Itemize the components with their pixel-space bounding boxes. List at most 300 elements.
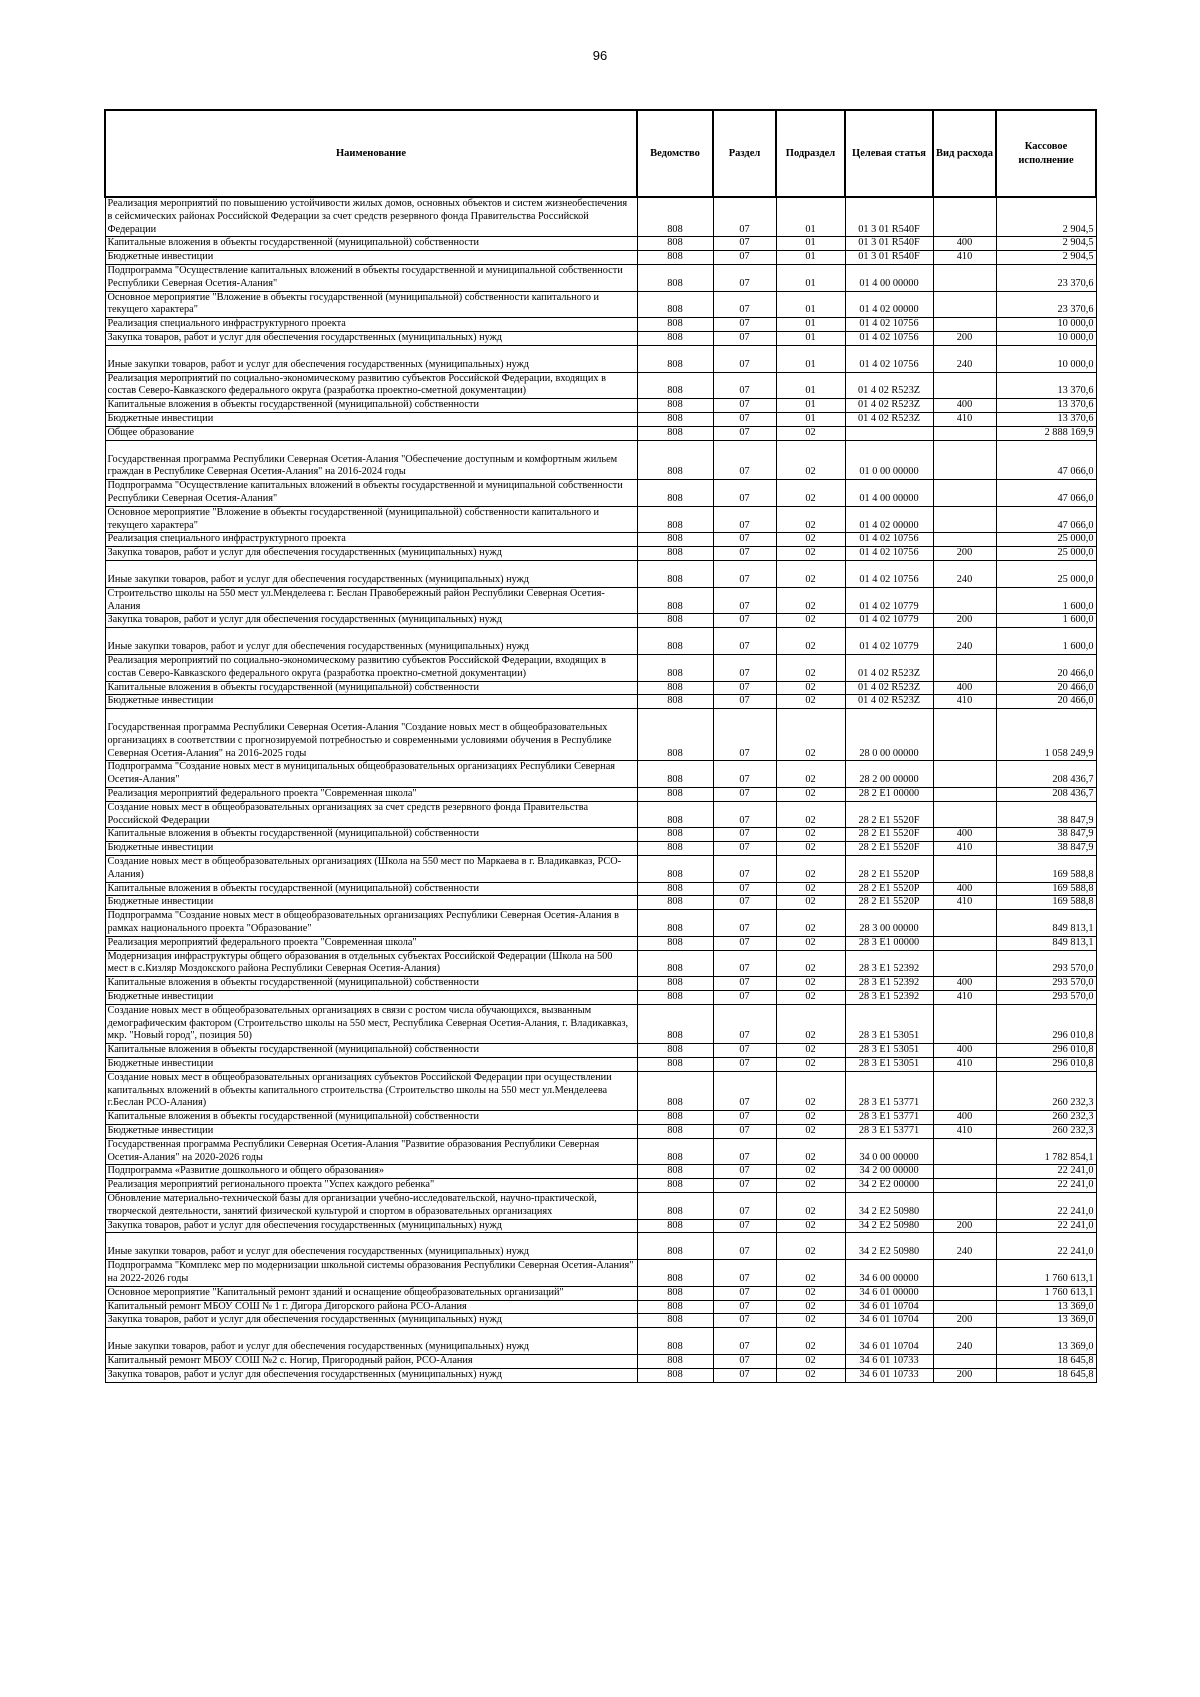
cell-article: 01 4 02 R523Z xyxy=(845,412,933,426)
cell-section: 07 xyxy=(713,345,776,372)
table-row xyxy=(105,506,1096,533)
cell-name: Создание новых мест в общеобразовательных организациях в связи с ростом числа обучающихся, вызванным демографическим фактором (Строительство школы на 550 мест, Республика Северная Осетия-Алания, г. Владикавказ, мкр. "Новый город", позиция 50) xyxy=(105,1004,637,1043)
cell-article: 28 2 E1 5520F xyxy=(845,801,933,828)
cell-dept: 808 xyxy=(637,547,713,561)
cell-name: Подпрограмма "Осуществление капитальных вложений в объекты государственной и муниципальной собственности Республики Северная Осетия-Алания" xyxy=(105,264,637,291)
cell-subsection: 02 xyxy=(776,1179,845,1193)
table-row xyxy=(105,788,1096,802)
cell-expense-type: 410 xyxy=(933,695,996,709)
table-row xyxy=(105,801,1096,828)
cell-dept: 808 xyxy=(637,950,713,977)
cell-name: Реализация мероприятий по повышению устойчивости жилых домов, основных объектов и систем жизнеобеспечения в сейсмических районах Российской Федерации за счет средств резервного фонда Правительства Российской Федерации xyxy=(105,197,637,237)
table-row xyxy=(105,399,1096,413)
cell-name: Капитальные вложения в объекты государственной (муниципальной) собственности xyxy=(105,237,637,251)
cell-article: 28 2 E1 5520P xyxy=(845,856,933,883)
page-number: 96 xyxy=(592,48,608,63)
cell-section: 07 xyxy=(713,560,776,587)
cell-amount: 13 370,6 xyxy=(996,399,1096,413)
cell-name: Капитальный ремонт МБОУ СОШ №2 с. Ногир, Пригородный район, РСО-Алания xyxy=(105,1354,637,1368)
cell-article: 01 0 00 00000 xyxy=(845,440,933,480)
cell-section: 07 xyxy=(713,480,776,507)
header-subsection: Подраздел xyxy=(776,110,845,197)
cell-article: 01 4 02 R523Z xyxy=(845,399,933,413)
cell-article: 28 2 E1 5520F xyxy=(845,828,933,842)
cell-amount: 25 000,0 xyxy=(996,560,1096,587)
table-row xyxy=(105,695,1096,709)
cell-amount: 20 466,0 xyxy=(996,681,1096,695)
cell-article: 34 2 E2 50980 xyxy=(845,1219,933,1233)
table-row xyxy=(105,1219,1096,1233)
cell-section: 07 xyxy=(713,1125,776,1139)
cell-dept: 808 xyxy=(637,264,713,291)
cell-section: 07 xyxy=(713,1368,776,1382)
cell-subsection: 02 xyxy=(776,801,845,828)
cell-article: 01 4 02 10756 xyxy=(845,547,933,561)
cell-subsection: 02 xyxy=(776,950,845,977)
cell-subsection: 02 xyxy=(776,1314,845,1328)
table-row xyxy=(105,628,1096,655)
cell-subsection: 02 xyxy=(776,1111,845,1125)
cell-name: Государственная программа Республики Северная Осетия-Алания "Создание новых мест в общеобразовательных организациях в соответствии с прогнозируемой потребностью и современными условиями обучения в Республике Северная Осетия-Алания" на 2016-2025 годы xyxy=(105,709,637,761)
cell-subsection: 02 xyxy=(776,533,845,547)
cell-section: 07 xyxy=(713,1058,776,1072)
cell-subsection: 01 xyxy=(776,331,845,345)
cell-name: Модернизация инфраструктуры общего образования в отдельных субъектах Российской Федерации (Школа на 500 мест в с.Кизляр Моздокского района Республики Северная Осетия-Алания) xyxy=(105,950,637,977)
table-row xyxy=(105,197,1096,237)
cell-expense-type xyxy=(933,654,996,681)
cell-section: 07 xyxy=(713,856,776,883)
cell-name: Бюджетные инвестиции xyxy=(105,896,637,910)
table-row xyxy=(105,614,1096,628)
cell-expense-type: 200 xyxy=(933,1219,996,1233)
cell-article: 01 4 02 R523Z xyxy=(845,695,933,709)
cell-subsection: 02 xyxy=(776,654,845,681)
cell-amount: 10 000,0 xyxy=(996,345,1096,372)
cell-dept: 808 xyxy=(637,251,713,265)
cell-section: 07 xyxy=(713,842,776,856)
cell-section: 07 xyxy=(713,412,776,426)
cell-subsection: 02 xyxy=(776,1165,845,1179)
cell-expense-type xyxy=(933,318,996,332)
cell-article: 34 6 01 10704 xyxy=(845,1328,933,1355)
cell-amount: 20 466,0 xyxy=(996,695,1096,709)
cell-article: 28 3 E1 53771 xyxy=(845,1071,933,1110)
table-row xyxy=(105,1286,1096,1300)
cell-amount: 1 782 854,1 xyxy=(996,1138,1096,1165)
cell-dept: 808 xyxy=(637,1058,713,1072)
cell-section: 07 xyxy=(713,801,776,828)
table-row xyxy=(105,318,1096,332)
cell-article: 34 6 01 10704 xyxy=(845,1314,933,1328)
cell-amount: 1 600,0 xyxy=(996,587,1096,614)
cell-name: Реализация мероприятий регионального проекта "Успех каждого ребенка" xyxy=(105,1179,637,1193)
cell-name: Создание новых мест в общеобразовательных организациях за счет средств резервного фонда Правительства Российской Федерации xyxy=(105,801,637,828)
cell-dept: 808 xyxy=(637,197,713,237)
cell-name: Иные закупки товаров, работ и услуг для обеспечения государственных (муниципальных) нужд xyxy=(105,1328,637,1355)
cell-amount: 38 847,9 xyxy=(996,828,1096,842)
cell-dept: 808 xyxy=(637,331,713,345)
cell-amount: 13 370,6 xyxy=(996,372,1096,399)
cell-dept: 808 xyxy=(637,910,713,937)
cell-subsection: 02 xyxy=(776,426,845,440)
cell-amount: 22 241,0 xyxy=(996,1165,1096,1179)
cell-amount: 260 232,3 xyxy=(996,1111,1096,1125)
table-row xyxy=(105,547,1096,561)
cell-subsection: 02 xyxy=(776,1354,845,1368)
cell-expense-type xyxy=(933,533,996,547)
cell-article: 01 4 02 10779 xyxy=(845,628,933,655)
cell-amount: 208 436,7 xyxy=(996,761,1096,788)
cell-section: 07 xyxy=(713,1286,776,1300)
cell-name: Закупка товаров, работ и услуг для обеспечения государственных (муниципальных) нужд xyxy=(105,614,637,628)
cell-subsection: 02 xyxy=(776,681,845,695)
table-row xyxy=(105,345,1096,372)
cell-dept: 808 xyxy=(637,654,713,681)
cell-name: Основное мероприятие "Вложение в объекты государственной (муниципальной) собственности капитального и текущего характера" xyxy=(105,506,637,533)
cell-expense-type: 240 xyxy=(933,628,996,655)
cell-article: 01 4 02 R523Z xyxy=(845,372,933,399)
cell-amount: 2 904,5 xyxy=(996,197,1096,237)
cell-dept: 808 xyxy=(637,440,713,480)
cell-dept: 808 xyxy=(637,1314,713,1328)
cell-dept: 808 xyxy=(637,1179,713,1193)
cell-section: 07 xyxy=(713,695,776,709)
cell-subsection: 01 xyxy=(776,399,845,413)
cell-amount: 169 588,8 xyxy=(996,882,1096,896)
cell-dept: 808 xyxy=(637,560,713,587)
cell-expense-type: 410 xyxy=(933,412,996,426)
cell-section: 07 xyxy=(713,654,776,681)
cell-article: 01 4 02 R523Z xyxy=(845,654,933,681)
cell-dept: 808 xyxy=(637,1192,713,1219)
cell-name: Подпрограмма "Создание новых мест в муниципальных общеобразовательных организациях Республики Северная Осетия-Алания" xyxy=(105,761,637,788)
cell-name: Иные закупки товаров, работ и услуг для обеспечения государственных (муниципальных) нужд xyxy=(105,560,637,587)
table-row xyxy=(105,533,1096,547)
cell-expense-type: 240 xyxy=(933,560,996,587)
cell-expense-type xyxy=(933,372,996,399)
cell-section: 07 xyxy=(713,1179,776,1193)
cell-name: Создание новых мест в общеобразовательных организациях (Школа на 550 мест по Маркаева в г. Владикавказ, РСО-Алания) xyxy=(105,856,637,883)
cell-article: 01 4 00 00000 xyxy=(845,480,933,507)
cell-name: Иные закупки товаров, работ и услуг для обеспечения государственных (муниципальных) нужд xyxy=(105,1233,637,1260)
cell-expense-type xyxy=(933,264,996,291)
cell-name: Капитальный ремонт МБОУ СОШ № 1 г. Дигора Дигорского района РСО-Алания xyxy=(105,1300,637,1314)
cell-section: 07 xyxy=(713,991,776,1005)
cell-article: 28 0 00 00000 xyxy=(845,709,933,761)
cell-section: 07 xyxy=(713,1044,776,1058)
cell-amount: 25 000,0 xyxy=(996,547,1096,561)
cell-expense-type xyxy=(933,761,996,788)
cell-subsection: 02 xyxy=(776,842,845,856)
cell-amount: 1 058 249,9 xyxy=(996,709,1096,761)
cell-subsection: 02 xyxy=(776,1300,845,1314)
cell-dept: 808 xyxy=(637,695,713,709)
cell-amount: 13 369,0 xyxy=(996,1328,1096,1355)
header-dept: Ведомство xyxy=(637,110,713,197)
cell-dept: 808 xyxy=(637,1138,713,1165)
cell-dept: 808 xyxy=(637,1125,713,1139)
cell-expense-type xyxy=(933,910,996,937)
cell-expense-type: 400 xyxy=(933,681,996,695)
cell-dept: 808 xyxy=(637,1111,713,1125)
cell-section: 07 xyxy=(713,372,776,399)
cell-amount: 1 600,0 xyxy=(996,614,1096,628)
cell-expense-type xyxy=(933,788,996,802)
cell-subsection: 01 xyxy=(776,345,845,372)
cell-amount: 13 369,0 xyxy=(996,1300,1096,1314)
cell-article: 28 3 E1 52392 xyxy=(845,950,933,977)
cell-dept: 808 xyxy=(637,372,713,399)
table-row xyxy=(105,1179,1096,1193)
cell-section: 07 xyxy=(713,1354,776,1368)
cell-dept: 808 xyxy=(637,1044,713,1058)
cell-dept: 808 xyxy=(637,1260,713,1287)
cell-article: 01 4 02 R523Z xyxy=(845,681,933,695)
cell-dept: 808 xyxy=(637,318,713,332)
cell-section: 07 xyxy=(713,506,776,533)
cell-section: 07 xyxy=(713,628,776,655)
cell-article: 01 4 02 00000 xyxy=(845,506,933,533)
cell-amount: 2 904,5 xyxy=(996,251,1096,265)
cell-article xyxy=(845,426,933,440)
cell-dept: 808 xyxy=(637,828,713,842)
cell-article: 28 3 E1 53051 xyxy=(845,1058,933,1072)
cell-dept: 808 xyxy=(637,1071,713,1110)
cell-expense-type: 400 xyxy=(933,1111,996,1125)
cell-expense-type xyxy=(933,587,996,614)
cell-dept: 808 xyxy=(637,1368,713,1382)
cell-amount: 169 588,8 xyxy=(996,896,1096,910)
cell-subsection: 02 xyxy=(776,856,845,883)
cell-amount: 18 645,8 xyxy=(996,1368,1096,1382)
cell-dept: 808 xyxy=(637,345,713,372)
cell-dept: 808 xyxy=(637,614,713,628)
table-row xyxy=(105,1165,1096,1179)
table-row xyxy=(105,1125,1096,1139)
cell-dept: 808 xyxy=(637,788,713,802)
table-row xyxy=(105,291,1096,318)
cell-amount: 47 066,0 xyxy=(996,440,1096,480)
table-row xyxy=(105,761,1096,788)
cell-amount: 296 010,8 xyxy=(996,1058,1096,1072)
cell-subsection: 02 xyxy=(776,560,845,587)
table-row xyxy=(105,910,1096,937)
cell-amount: 2 888 169,9 xyxy=(996,426,1096,440)
cell-subsection: 02 xyxy=(776,695,845,709)
cell-amount: 38 847,9 xyxy=(996,842,1096,856)
cell-subsection: 02 xyxy=(776,480,845,507)
cell-dept: 808 xyxy=(637,587,713,614)
cell-amount: 849 813,1 xyxy=(996,910,1096,937)
cell-amount: 296 010,8 xyxy=(996,1004,1096,1043)
cell-expense-type: 410 xyxy=(933,1125,996,1139)
cell-subsection: 01 xyxy=(776,318,845,332)
cell-section: 07 xyxy=(713,1004,776,1043)
cell-article: 01 3 01 R540F xyxy=(845,251,933,265)
cell-dept: 808 xyxy=(637,1004,713,1043)
cell-section: 07 xyxy=(713,614,776,628)
cell-subsection: 02 xyxy=(776,828,845,842)
cell-article: 28 3 00 00000 xyxy=(845,910,933,937)
cell-expense-type: 200 xyxy=(933,1368,996,1382)
cell-dept: 808 xyxy=(637,856,713,883)
table-row xyxy=(105,1111,1096,1125)
cell-amount: 296 010,8 xyxy=(996,1044,1096,1058)
cell-amount: 23 370,6 xyxy=(996,291,1096,318)
table-row xyxy=(105,1314,1096,1328)
cell-name: Строительство школы на 550 мест ул.Менделеева г. Беслан Правобережный район Республики Северная Осетия-Алания xyxy=(105,587,637,614)
cell-subsection: 02 xyxy=(776,1328,845,1355)
cell-dept: 808 xyxy=(637,882,713,896)
cell-article: 34 2 E2 00000 xyxy=(845,1179,933,1193)
cell-subsection: 02 xyxy=(776,547,845,561)
cell-section: 07 xyxy=(713,709,776,761)
table-row xyxy=(105,654,1096,681)
cell-subsection: 01 xyxy=(776,291,845,318)
header-name: Наименование xyxy=(105,110,637,197)
cell-section: 07 xyxy=(713,910,776,937)
cell-section: 07 xyxy=(713,977,776,991)
cell-dept: 808 xyxy=(637,480,713,507)
cell-article: 34 2 00 00000 xyxy=(845,1165,933,1179)
cell-name: Капитальные вложения в объекты государственной (муниципальной) собственности xyxy=(105,399,637,413)
cell-amount: 293 570,0 xyxy=(996,977,1096,991)
cell-dept: 808 xyxy=(637,1233,713,1260)
cell-amount: 2 904,5 xyxy=(996,237,1096,251)
cell-name: Бюджетные инвестиции xyxy=(105,842,637,856)
cell-dept: 808 xyxy=(637,1165,713,1179)
cell-section: 07 xyxy=(713,828,776,842)
cell-expense-type xyxy=(933,801,996,828)
cell-expense-type xyxy=(933,440,996,480)
cell-name: Бюджетные инвестиции xyxy=(105,695,637,709)
cell-dept: 808 xyxy=(637,1328,713,1355)
cell-subsection: 01 xyxy=(776,251,845,265)
cell-dept: 808 xyxy=(637,977,713,991)
table-row xyxy=(105,896,1096,910)
table-row xyxy=(105,856,1096,883)
cell-section: 07 xyxy=(713,264,776,291)
cell-amount: 13 369,0 xyxy=(996,1314,1096,1328)
table-row xyxy=(105,828,1096,842)
cell-subsection: 02 xyxy=(776,628,845,655)
cell-expense-type: 200 xyxy=(933,614,996,628)
header-row xyxy=(105,110,1096,197)
table-row xyxy=(105,1138,1096,1165)
cell-name: Реализация мероприятий по социально-экономическому развитию субъектов Российской Федерации, входящих в состав Северо-Кавказского федерального округа (разработка проектно-сметной документации) xyxy=(105,654,637,681)
cell-expense-type xyxy=(933,1354,996,1368)
cell-subsection: 02 xyxy=(776,614,845,628)
cell-subsection: 02 xyxy=(776,896,845,910)
cell-article: 28 3 E1 53051 xyxy=(845,1044,933,1058)
cell-subsection: 02 xyxy=(776,506,845,533)
cell-article: 01 4 02 10756 xyxy=(845,345,933,372)
cell-section: 07 xyxy=(713,1111,776,1125)
cell-name: Капитальные вложения в объекты государственной (муниципальной) собственности xyxy=(105,828,637,842)
budget-table xyxy=(104,109,1097,1383)
cell-article: 01 4 02 10779 xyxy=(845,587,933,614)
cell-name: Создание новых мест в общеобразовательных организациях субъектов Российской Федерации при осуществлении капитальных вложений в объекты капитального строительства (Строительство школы на 550 мест ул.Менделеева г.Беслан РСО-Алания) xyxy=(105,1071,637,1110)
cell-section: 07 xyxy=(713,1233,776,1260)
cell-section: 07 xyxy=(713,399,776,413)
cell-dept: 808 xyxy=(637,991,713,1005)
cell-amount: 13 370,6 xyxy=(996,412,1096,426)
cell-section: 07 xyxy=(713,950,776,977)
cell-name: Основное мероприятие "Капитальный ремонт зданий и оснащение общеобразовательных организаций" xyxy=(105,1286,637,1300)
cell-subsection: 02 xyxy=(776,1071,845,1110)
cell-subsection: 02 xyxy=(776,1260,845,1287)
cell-section: 07 xyxy=(713,896,776,910)
cell-subsection: 02 xyxy=(776,1044,845,1058)
cell-section: 07 xyxy=(713,1328,776,1355)
cell-article: 28 2 E1 5520P xyxy=(845,896,933,910)
table-row xyxy=(105,842,1096,856)
table-row xyxy=(105,1328,1096,1355)
cell-article: 28 2 E1 00000 xyxy=(845,788,933,802)
cell-name: Капитальные вложения в объекты государственной (муниципальной) собственности xyxy=(105,1111,637,1125)
table-row xyxy=(105,1354,1096,1368)
cell-name: Реализация мероприятий федерального проекта "Современная школа" xyxy=(105,788,637,802)
cell-article: 01 4 02 10756 xyxy=(845,318,933,332)
cell-name: Общее образование xyxy=(105,426,637,440)
cell-amount: 169 588,8 xyxy=(996,856,1096,883)
cell-subsection: 02 xyxy=(776,936,845,950)
cell-dept: 808 xyxy=(637,1219,713,1233)
cell-name: Реализация мероприятий федерального проекта "Современная школа" xyxy=(105,936,637,950)
cell-expense-type xyxy=(933,856,996,883)
cell-expense-type xyxy=(933,480,996,507)
cell-subsection: 02 xyxy=(776,709,845,761)
table-row xyxy=(105,1233,1096,1260)
cell-dept: 808 xyxy=(637,291,713,318)
cell-section: 07 xyxy=(713,788,776,802)
cell-expense-type xyxy=(933,197,996,237)
cell-section: 07 xyxy=(713,440,776,480)
cell-subsection: 02 xyxy=(776,1125,845,1139)
cell-name: Бюджетные инвестиции xyxy=(105,991,637,1005)
cell-article: 01 4 02 10779 xyxy=(845,614,933,628)
cell-dept: 808 xyxy=(637,842,713,856)
cell-expense-type xyxy=(933,709,996,761)
cell-name: Государственная программа Республики Северная Осетия-Алания "Развитие образования Республики Северная Осетия-Алания" на 2020-2026 годы xyxy=(105,1138,637,1165)
cell-section: 07 xyxy=(713,197,776,237)
cell-article: 34 6 00 00000 xyxy=(845,1260,933,1287)
cell-expense-type: 400 xyxy=(933,237,996,251)
cell-section: 07 xyxy=(713,936,776,950)
cell-section: 07 xyxy=(713,1071,776,1110)
cell-expense-type xyxy=(933,1071,996,1110)
cell-section: 07 xyxy=(713,1260,776,1287)
cell-article: 34 6 01 10733 xyxy=(845,1368,933,1382)
table-row xyxy=(105,1044,1096,1058)
cell-amount: 10 000,0 xyxy=(996,318,1096,332)
cell-subsection: 02 xyxy=(776,882,845,896)
cell-name: Закупка товаров, работ и услуг для обеспечения государственных (муниципальных) нужд xyxy=(105,547,637,561)
cell-expense-type xyxy=(933,1004,996,1043)
table-row xyxy=(105,587,1096,614)
cell-name: Реализация мероприятий по социально-экономическому развитию субъектов Российской Федерации, входящих в состав Северо-Кавказского федерального округа (разработка проектно-сметной документации) xyxy=(105,372,637,399)
table-body xyxy=(105,197,1096,1382)
cell-article: 28 2 E1 5520F xyxy=(845,842,933,856)
cell-name: Реализация специального инфраструктурного проекта xyxy=(105,533,637,547)
table-row xyxy=(105,251,1096,265)
cell-name: Закупка товаров, работ и услуг для обеспечения государственных (муниципальных) нужд xyxy=(105,1314,637,1328)
cell-article: 01 4 02 10756 xyxy=(845,560,933,587)
cell-name: Бюджетные инвестиции xyxy=(105,251,637,265)
cell-amount: 18 645,8 xyxy=(996,1354,1096,1368)
cell-name: Государственная программа Республики Северная Осетия-Алания "Обеспечение доступным и комфортным жильем граждан в Республике Северная Осетия-Алания" на 2016-2024 годы xyxy=(105,440,637,480)
table-row xyxy=(105,882,1096,896)
